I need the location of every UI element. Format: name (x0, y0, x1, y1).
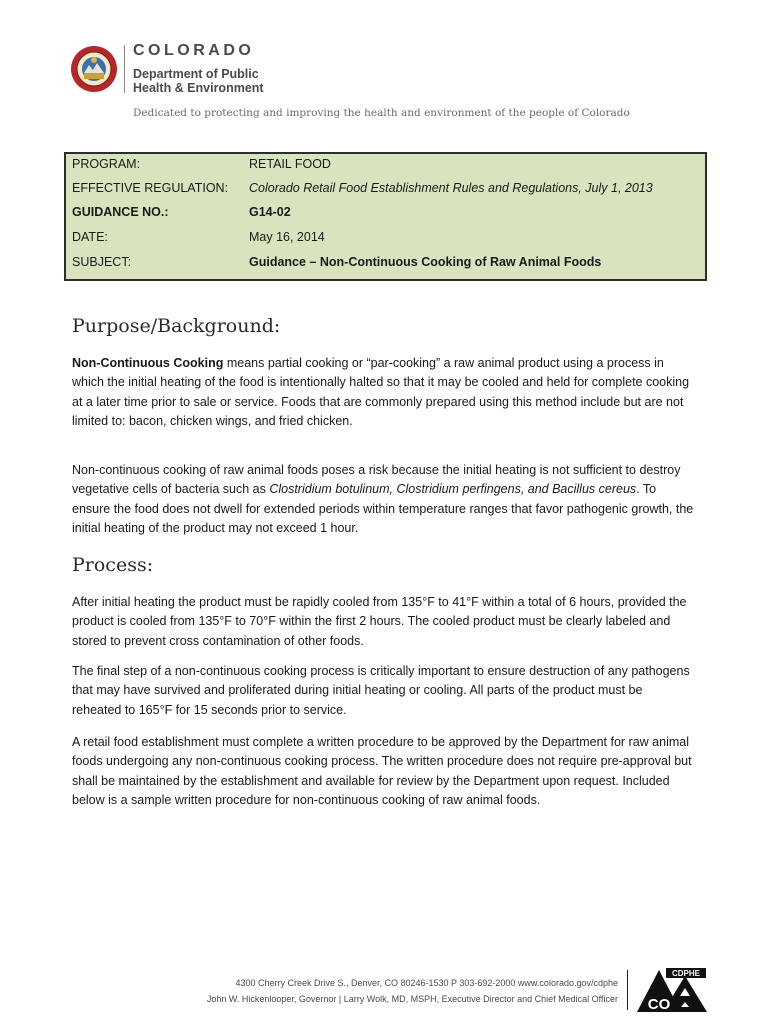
guidance-info-table (64, 152, 707, 281)
state-name: COLORADO (133, 42, 255, 59)
info-label: DATE: (72, 230, 108, 244)
info-value: Colorado Retail Food Establishment Rules and Regulations, July 1, 2013 (249, 181, 653, 195)
purpose-paragraph-2 (72, 461, 694, 539)
info-label: GUIDANCE NO.: (72, 205, 169, 219)
process-paragraph-1: After initial heating the product must be rapidly cooled from 135°F to 41°F within a total of 6 hours, provided the product is cooled from 135°F to 70°F within the first 2 hours. The cooled product must be clearly labeled and stored to prevent cross contamination of other foods. (72, 595, 687, 648)
process-paragraph-2: The final step of a non-continuous cooking process is critically important to ensure destruction of any pathogens that may have survived and proliferated during initial heating or cooling. All parts of the product must be reheated to 165°F for 15 seconds prior to service. (72, 664, 690, 717)
logo-top-text: CDPHE (671, 969, 701, 978)
process-paragraph-3: A retail food establishment must complete a written procedure to be approved by the Department for raw animal foods undergoing any non-continuous cooking process. The written procedure does not require pre-approval but shall be maintained by the establishment and available for review by the Department upon request. Included below is a sample written procedure for non-continuous cooking of raw animal foods. (72, 735, 692, 808)
cdphe-co-logo-icon (633, 966, 713, 1014)
department-name-line2: Health & Environment (133, 81, 264, 95)
process-heading: Process: (72, 554, 154, 576)
info-value: May 16, 2014 (249, 230, 325, 244)
department-name-line1: Department of Public (133, 67, 259, 81)
info-label: PROGRAM: (72, 157, 141, 171)
purpose-p2-text-a: Non-continuous cooking of raw animal foods poses a risk because the initial heating is not sufficient to destroy vegetative cells of bacteria such as (72, 463, 681, 497)
purpose-p2-text-b: . To ensure the food does not dwell for extended periods within temperature ranges that favor pathogenic growth, the initial heating of the product may not exceed 1 hour. (72, 482, 694, 536)
footer-officials: John W. Hickenlooper, Governor | Larry Wolk, MD, MSPH, Executive Director and Chief Medical Officer (206, 994, 618, 1004)
purpose-p1-text: means partial cooking or “par-cooking” a raw animal product using a process in which the initial heating of the food is intentionally halted so that it may be cooled and held for complete cooking at a later time prior to sale or service. Foods that are commonly prepared using this method include but are not limited to: bacon, chicken wings, and fried chicken. (72, 356, 690, 429)
info-label: SUBJECT: (72, 255, 132, 269)
logo-main-text: CO (647, 996, 671, 1013)
colorado-state-seal-icon (70, 45, 118, 93)
footer-divider (627, 970, 628, 1010)
brand-divider (124, 45, 125, 93)
bacteria-names: Clostridium botulinum, Clostridium perfingens, and Bacillus cereus (269, 482, 637, 497)
term-non-continuous-cooking: Non-Continuous Cooking (72, 356, 224, 370)
purpose-paragraph-1 (72, 354, 694, 432)
tagline: Dedicated to protecting and improving the health and environment of the people of Colorado (133, 107, 630, 119)
info-value: G14-02 (249, 205, 291, 219)
info-value: Guidance – Non-Continuous Cooking of Raw Animal Foods (249, 255, 602, 269)
footer-address: 4300 Cherry Creek Drive S., Denver, CO 80246-1530 P 303-692-2000 www.colorado.gov/cdphe (235, 978, 618, 988)
purpose-heading: Purpose/Background: (72, 315, 281, 337)
info-label: EFFECTIVE REGULATION: (72, 181, 229, 195)
info-value: RETAIL FOOD (249, 157, 331, 171)
